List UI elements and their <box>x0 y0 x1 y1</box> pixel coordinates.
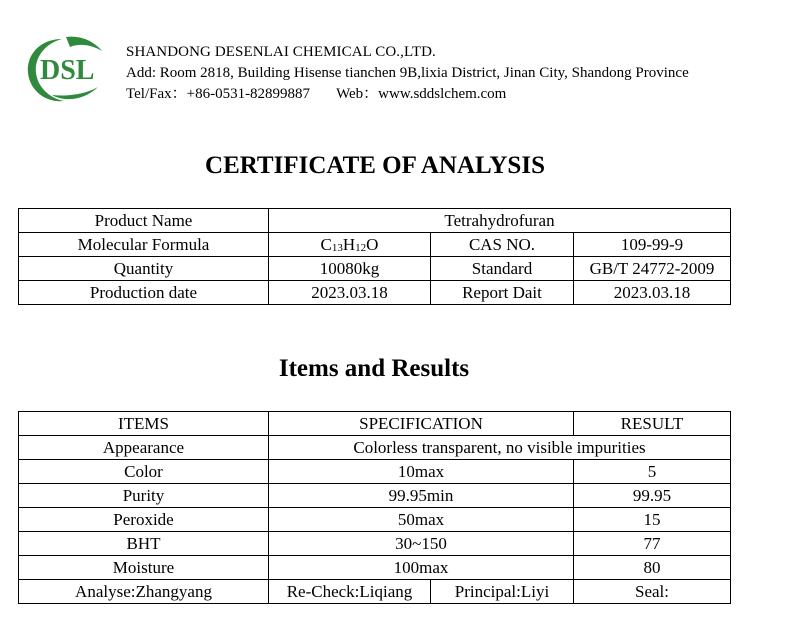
cas-label: CAS NO. <box>431 233 574 257</box>
spec-cell: 30~150 <box>269 532 574 556</box>
spec-cell: 10max <box>269 460 574 484</box>
item-cell: Peroxide <box>19 508 269 532</box>
table-row <box>19 460 731 484</box>
table-row <box>19 556 731 580</box>
results-title: Items and Results <box>278 355 470 382</box>
spec-cell: 100max <box>269 556 574 580</box>
product-name-value: Tetrahydrofuran <box>269 209 731 233</box>
company-address: Add: Room 2818, Building Hisense tianchen 9B,lixia District, Jinan City, Shandong Province <box>126 65 689 81</box>
company-logo <box>22 33 112 105</box>
principal-signature: Principal:Liyi <box>431 580 574 604</box>
item-cell: BHT <box>19 532 269 556</box>
spec-cell: 99.95min <box>269 484 574 508</box>
table-row <box>19 257 731 281</box>
table-row <box>19 281 731 305</box>
report-date-value: 2023.03.18 <box>574 281 731 305</box>
logo-text: DSL <box>40 55 95 86</box>
table-row <box>19 532 731 556</box>
standard-value: GB/T 24772-2009 <box>574 257 731 281</box>
signature-row <box>19 580 731 604</box>
certificate-title: CERTIFICATE OF ANALYSIS <box>205 152 545 179</box>
table-row <box>19 436 731 460</box>
formula-label: Molecular Formula <box>19 233 269 257</box>
production-date-value: 2023.03.18 <box>269 281 431 305</box>
table-row <box>19 233 731 257</box>
table-row <box>19 209 731 233</box>
product-name-label: Product Name <box>19 209 269 233</box>
contact-line <box>126 84 689 105</box>
formula-value: $C_{13}H_{12}O$ <box>269 233 431 257</box>
results-table <box>18 411 731 604</box>
appearance-item: Appearance <box>19 436 269 460</box>
analyse-signature: Analyse:Zhangyang <box>19 580 269 604</box>
result-cell: 99.95 <box>574 484 731 508</box>
company-info <box>126 42 689 105</box>
table-row <box>19 508 731 532</box>
product-info-table <box>18 208 731 305</box>
quantity-value: 10080kg <box>269 257 431 281</box>
spec-cell: 50max <box>269 508 574 532</box>
recheck-signature: Re-Check:Liqiang <box>269 580 431 604</box>
result-cell: 80 <box>574 556 731 580</box>
production-date-label: Production date <box>19 281 269 305</box>
appearance-spec: Colorless transparent, no visible impurities <box>269 436 731 460</box>
specification-header: SPECIFICATION <box>269 412 574 436</box>
quantity-label: Quantity <box>19 257 269 281</box>
company-name: SHANDONG DESENLAI CHEMICAL CO.,LTD. <box>126 44 436 60</box>
item-cell: Color <box>19 460 269 484</box>
cas-value: 109-99-9 <box>574 233 731 257</box>
result-cell: 15 <box>574 508 731 532</box>
item-cell: Moisture <box>19 556 269 580</box>
table-row <box>19 484 731 508</box>
company-web: Web：www.sddslchem.com <box>336 86 507 102</box>
result-cell: 77 <box>574 532 731 556</box>
item-cell: Purity <box>19 484 269 508</box>
seal-field: Seal: <box>574 580 731 604</box>
table-header-row <box>19 412 731 436</box>
report-date-label: Report Dait <box>431 281 574 305</box>
result-cell: 5 <box>574 460 731 484</box>
items-header: ITEMS <box>19 412 269 436</box>
company-tel: Tel/Fax：+86-0531-82899887 <box>126 86 311 102</box>
standard-label: Standard <box>431 257 574 281</box>
result-header: RESULT <box>574 412 731 436</box>
